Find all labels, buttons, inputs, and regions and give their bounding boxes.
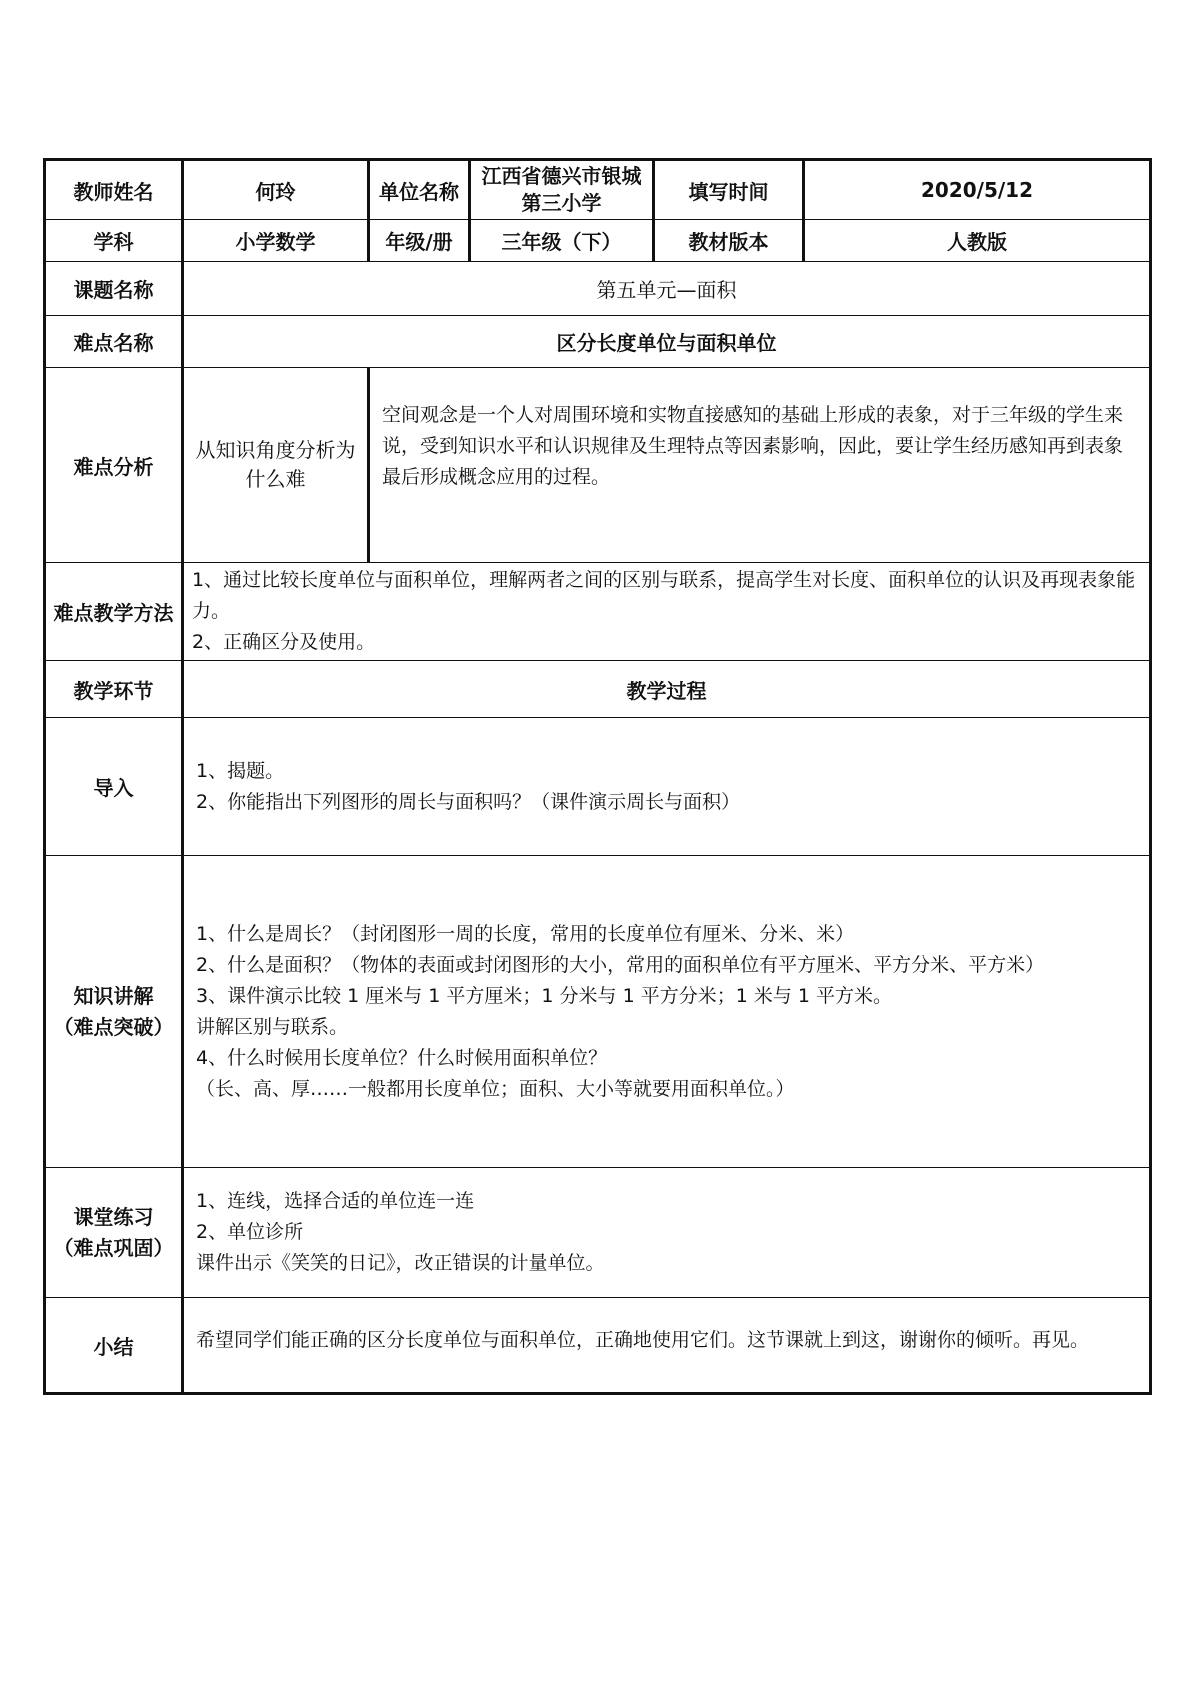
- subject-value: 小学数学: [183, 220, 369, 262]
- knowledge-label-line2: （难点突破）: [53, 1014, 174, 1039]
- analysis-sub-label-line1: 从知识角度分析为: [195, 438, 356, 462]
- method-row: [45, 563, 1151, 661]
- practice-label: [45, 1168, 183, 1298]
- intro-line-2: 2、你能指出下列图形的周长与面积吗？（课件演示周长与面积）: [196, 790, 741, 813]
- difficulty-value: 区分长度单位与面积单位: [183, 316, 1151, 368]
- method-label: 难点教学方法: [45, 563, 183, 661]
- method-line-2: 2、正确区分及使用。: [192, 631, 376, 653]
- intro-line-1: 1、揭题。: [196, 759, 285, 782]
- analysis-content: [369, 368, 1151, 563]
- knowledge-line-4: 讲解区别与联系。: [196, 1015, 349, 1038]
- topic-row: [45, 262, 1151, 316]
- practice-line-3: 课件出示《笑笑的日记》，改正错误的计量单位。: [196, 1252, 605, 1274]
- practice-content: [183, 1168, 1151, 1298]
- edition-label: 教材版本: [654, 220, 804, 262]
- practice-label-line1: 课堂练习: [73, 1204, 154, 1229]
- process-section-label: 教学环节: [45, 661, 183, 718]
- unit-name-value: [470, 160, 654, 220]
- analysis-text: 空间观念是一个人对周围环境和实物直接感知的基础上形成的表象，对于三年级的学生来说，受到知识水平和认识规律及生理特点等因素影响，因此，要让学生经历感知再到表象最后形成概念应用的过程。: [382, 403, 1124, 488]
- summary-text: 希望同学们能正确的区分长度单位与面积单位，正确地使用它们。这节课就上到这，谢谢你的倾听。再见。: [196, 1328, 1090, 1351]
- analysis-sub-label-line2: 什么难: [245, 467, 306, 491]
- grade-value: 三年级（下）: [470, 220, 654, 262]
- analysis-sub-label: [183, 368, 369, 563]
- practice-line-1: 1、连线，选择合适的单位连一连: [196, 1190, 475, 1212]
- process-header-value: 教学过程: [183, 661, 1151, 718]
- summary-label: 小结: [45, 1298, 183, 1394]
- knowledge-label-line1: 知识讲解: [73, 983, 154, 1008]
- practice-line-2: 2、单位诊所: [196, 1221, 304, 1243]
- topic-value: 第五单元—面积: [183, 262, 1151, 316]
- intro-label: 导入: [45, 718, 183, 856]
- fill-time-value: 2020/5/12: [804, 160, 1151, 220]
- fill-time-label: 填写时间: [654, 160, 804, 220]
- knowledge-line-1: 1、什么是周长？（封闭图形一周的长度，常用的长度单位有厘米、分米、米）: [196, 922, 855, 945]
- difficulty-label: 难点名称: [45, 316, 183, 368]
- subject-label: 学科: [45, 220, 183, 262]
- difficulty-row: [45, 316, 1151, 368]
- analysis-row: [45, 368, 1151, 563]
- header-row-1: [45, 160, 1151, 220]
- summary-content: [183, 1298, 1151, 1394]
- intro-row: [45, 718, 1151, 856]
- grade-label: 年级/册: [369, 220, 470, 262]
- lesson-plan-table: [43, 158, 1152, 1395]
- analysis-label: 难点分析: [45, 368, 183, 563]
- edition-value: 人教版: [804, 220, 1151, 262]
- knowledge-line-5: 4、什么时候用长度单位？什么时候用面积单位？: [196, 1046, 608, 1069]
- process-header-row: [45, 661, 1151, 718]
- method-line-1: 1、通过比较长度单位与面积单位，理解两者之间的区别与联系，提高学生对长度、面积单位的认识及再现表象能力。: [192, 569, 1136, 622]
- method-content: [183, 563, 1151, 661]
- summary-row: [45, 1298, 1151, 1394]
- topic-label: 课题名称: [45, 262, 183, 316]
- intro-content: [183, 718, 1151, 856]
- knowledge-row: [45, 856, 1151, 1168]
- practice-label-line2: （难点巩固）: [53, 1235, 174, 1260]
- teacher-name-value: 何玲: [183, 160, 369, 220]
- practice-row: [45, 1168, 1151, 1298]
- teacher-name-label: 教师姓名: [45, 160, 183, 220]
- knowledge-line-3: 3、课件演示比较 1 厘米与 1 平方厘米；1 分米与 1 平方分米；1 米与 1 平方米。: [196, 984, 893, 1007]
- knowledge-line-2: 2、什么是面积？（物体的表面或封闭图形的大小，常用的面积单位有平方厘米、平方分米、平方米）: [196, 953, 1045, 976]
- header-row-2: [45, 220, 1151, 262]
- unit-name-label: 单位名称: [369, 160, 470, 220]
- knowledge-label: [45, 856, 183, 1168]
- knowledge-line-6: （长、高、厚……一般都用长度单位；面积、大小等就要用面积单位。）: [196, 1077, 795, 1100]
- unit-name-line1: 江西省德兴市银城: [481, 164, 642, 188]
- unit-name-line2: 第三小学: [521, 191, 602, 215]
- knowledge-content: [183, 856, 1151, 1168]
